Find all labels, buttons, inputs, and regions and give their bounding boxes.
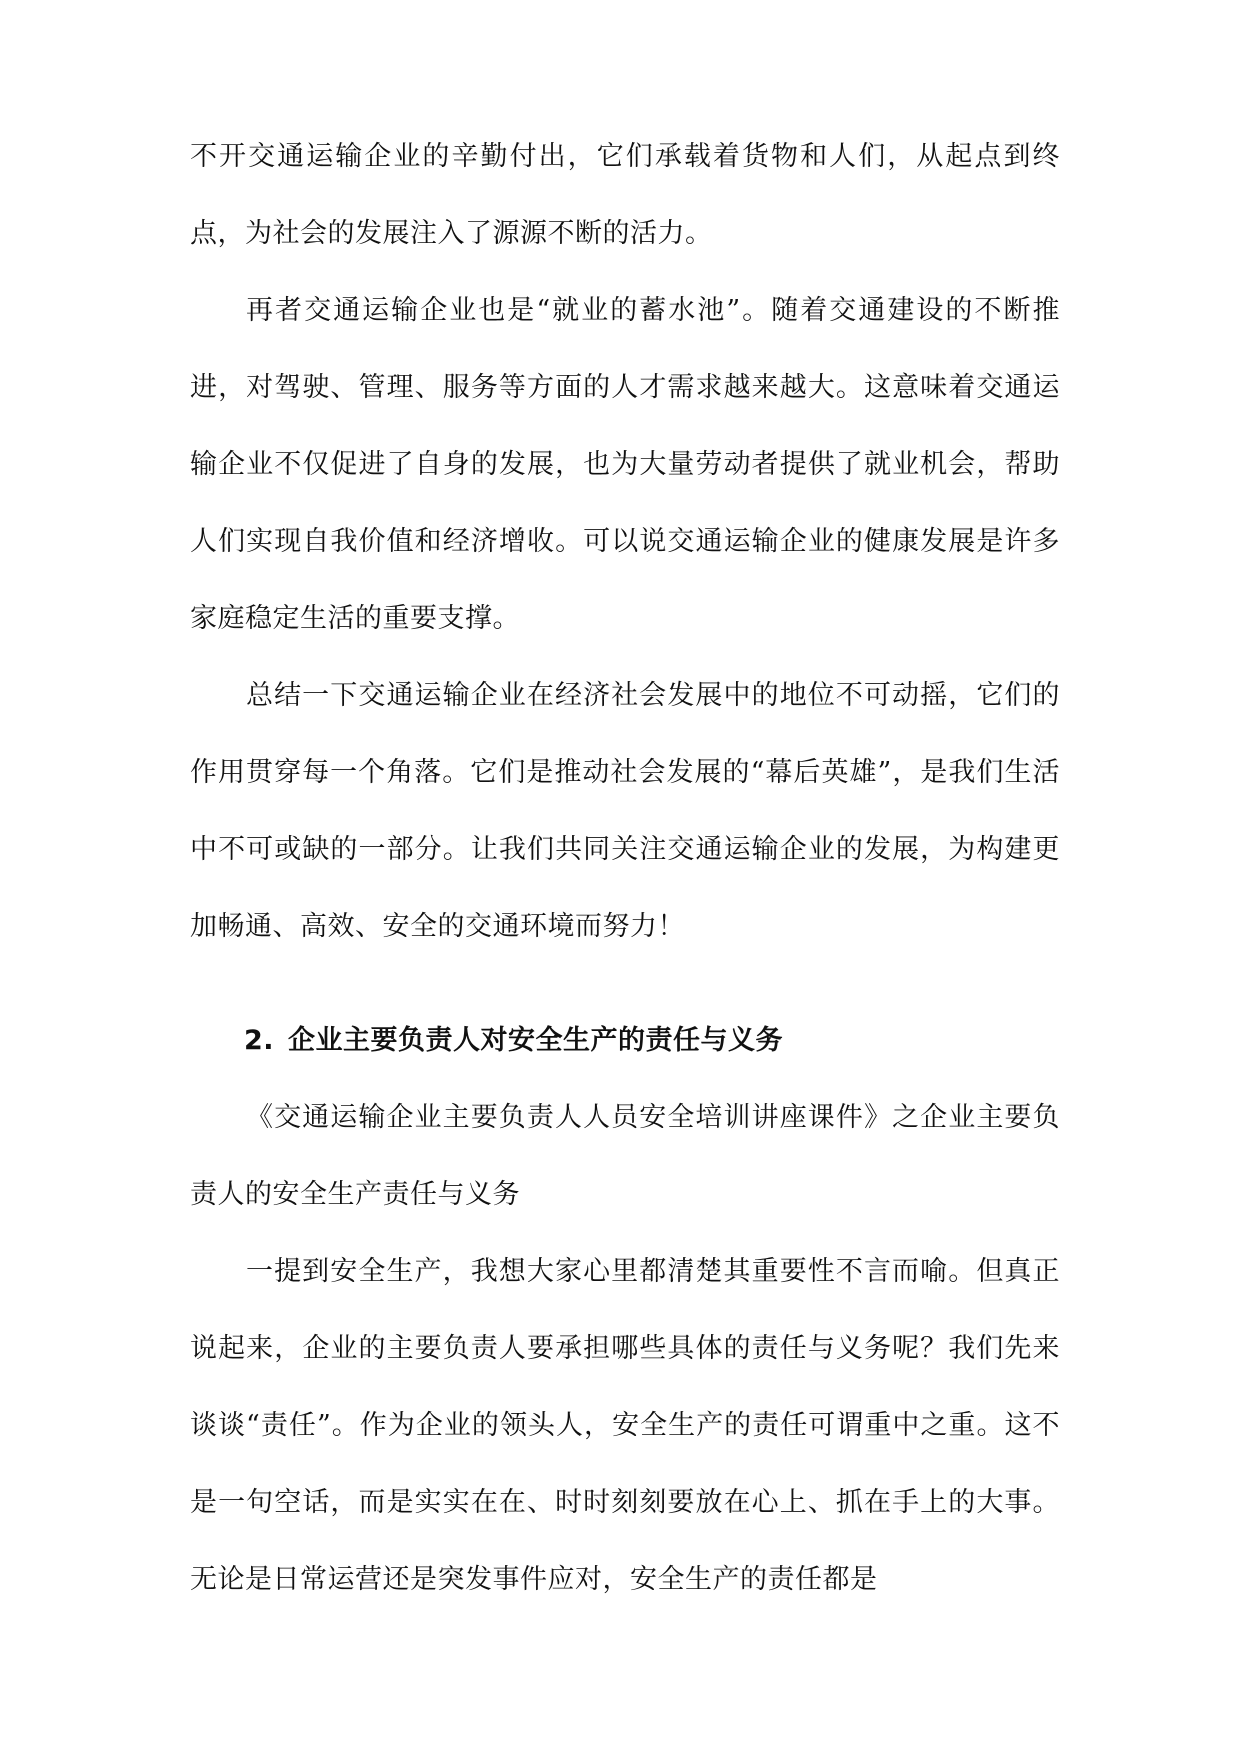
paragraph-employment: 再者交通运输企业也是“就业的蓄水池”。随着交通建设的不断推进，对驾驶、管理、服务等方面的人才需求越来越大。这意味着交通运输企业不仅促进了自身的发展，也为大量劳动者提供了就业机会，帮助人们实现自我价值和经济增收。可以说交通运输企业的健康发展是许多家庭稳定生活的重要支撑。	[190, 295, 1060, 634]
paragraph-responsibility: 一提到安全生产，我想大家心里都清楚其重要性不言而喻。但真正说起来，企业的主要负责人要承担哪些具体的责任与义务呢？我们先来谈谈“责任”。作为企业的领头人，安全生产的责任可谓重中之重。这不是一句空话，而是实实在在、时时刻刻要放在心上、抓在手上的大事。无论是日常运营还是突发事件应对，安全生产的责任都是	[190, 1256, 1060, 1595]
paragraph-summary: 总结一下交通运输企业在经济社会发展中的地位不可动摇，它们的作用贯穿每一个角落。它们是推动社会发展的“幕后英雄”，是我们生活中不可或缺的一部分。让我们共同关注交通运输企业的发展，为构建更加畅通、高效、安全的交通环境而努力！	[190, 680, 1060, 942]
section-number: 2.	[244, 1025, 275, 1056]
paragraph-courseware-intro: 《交通运输企业主要负责人人员安全培训讲座课件》之企业主要负责人的安全生产责任与义务	[190, 1102, 1060, 1210]
section-heading	[244, 1002, 783, 1079]
section-title: 企业主要负责人对安全生产的责任与义务	[288, 1025, 784, 1056]
paragraph-continuation: 不开交通运输企业的辛勤付出，它们承载着货物和人们，从起点到终点，为社会的发展注入了源源不断的活力。	[190, 141, 1060, 249]
